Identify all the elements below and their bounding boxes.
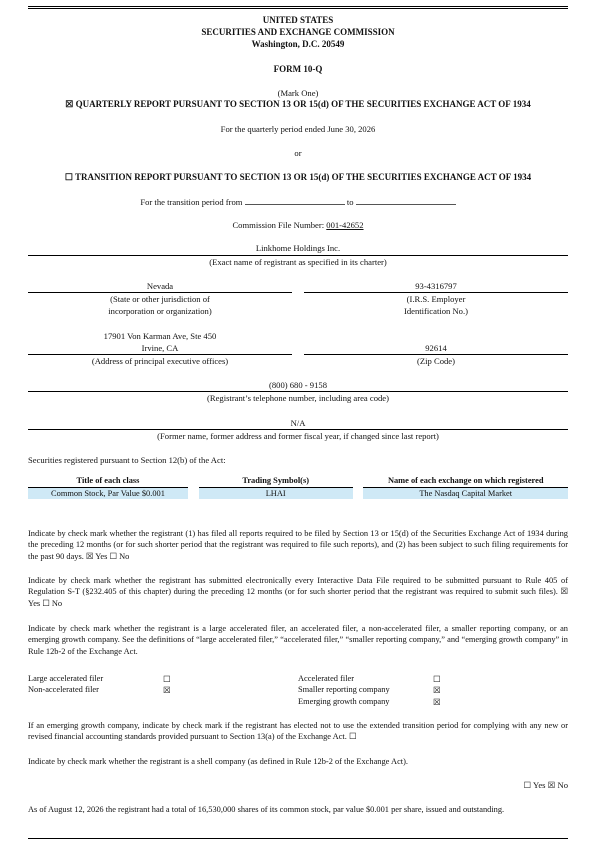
shell-answer: ☐ Yes ☒ No: [523, 780, 568, 790]
header-line-1: UNITED STATES: [262, 15, 334, 25]
address-caption: (Address of principal executive offices): [91, 356, 229, 366]
non-accelerated-checkbox[interactable]: ☒: [163, 686, 171, 695]
non-accelerated-label: Non-accelerated filer: [28, 685, 99, 694]
col-header-symbol: Trading Symbol(s): [199, 476, 353, 488]
para-shares-outstanding: As of August 12, 2026 the registrant had a total of 16,530,000 shares of its common stock, par value $0.001 per share, issued and outstanding.: [28, 805, 505, 814]
phone-value: (800) 680 - 9158: [269, 380, 327, 390]
securities-table: [28, 476, 568, 499]
ein-value: 93-4316797: [415, 281, 457, 291]
quarterly-period: For the quarterly period ended June 30, 2026: [220, 124, 376, 134]
address-value: [28, 331, 292, 354]
transition-to-blank: [356, 196, 456, 205]
state-rule: [28, 292, 292, 293]
phone-caption: (Registrant’s telephone number, including area code): [207, 393, 389, 403]
mark-one: (Mark One): [277, 88, 319, 98]
address-rule: [28, 354, 292, 355]
col-header-title: Title of each class: [28, 476, 188, 488]
bottom-rule: [28, 838, 568, 839]
former-rule: [28, 429, 568, 430]
address-line-2: Irvine, CA: [141, 342, 179, 353]
zip-rule: [304, 354, 568, 355]
para-filed-reports: Indicate by check mark whether the registrant (1) has filed all reports required to be filed by Section 13 or 15(d) of the Securities Exchange Act of 1934 during the preceding 12 months (or for such shorter period that the registrant was required to file such reports), and (2) has been subject to such filing requirements for the past 90 days. ☒ Yes ☐ No: [28, 529, 568, 561]
large-accelerated-checkbox[interactable]: ☐: [163, 675, 171, 684]
cell-symbol: LHAI: [199, 488, 353, 500]
or-text: or: [294, 148, 302, 158]
address-line-1: 17901 Von Karman Ave, Ste 450: [103, 331, 217, 341]
registrant-name: Linkhome Holdings Inc.: [255, 243, 341, 253]
transition-period-line: [28, 196, 568, 207]
header-line-3: Washington, D.C. 20549: [251, 39, 345, 49]
state-caption-line-2: incorporation or organization): [108, 305, 212, 316]
zip-value: 92614: [425, 343, 447, 353]
ein-caption-line-1: (I.R.S. Employer: [406, 294, 466, 304]
state-caption-line-1: (State or other jurisdiction of: [110, 294, 210, 304]
para-emerging-growth: If an emerging growth company, indicate by check mark if the registrant has elected not to use the extended transition period for complying with any new or revised financial accounting standards provided pursuant to Section 13(a) of the Exchange Act. ☐: [28, 721, 568, 742]
commission-prefix: Commission File Number:: [232, 220, 325, 230]
para-filer-status: Indicate by check mark whether the registrant is a large accelerated filer, an accelerated filer, a non-accelerated filer, a smaller reporting company, or an emerging growth company. See the definitions of “large accelerated filer,” “accelerated filer,” “smaller reporting company,” and “emerging growth company” in Rule 12b-2 of the Exchange Act.: [28, 624, 568, 656]
smaller-reporting-label: Smaller reporting company: [298, 685, 390, 694]
registrant-name-rule: [28, 255, 568, 256]
quarterly-label: QUARTERLY REPORT PURSUANT TO SECTION 13 OR 15(d) OF THE SECURITIES EXCHANGE ACT OF 1934: [75, 99, 531, 109]
former-caption: (Former name, former address and former fiscal year, if changed since last report): [157, 431, 439, 441]
form-title: FORM 10-Q: [273, 64, 323, 74]
transition-from-blank: [245, 196, 345, 205]
accelerated-checkbox[interactable]: ☐: [433, 675, 441, 684]
quarterly-checkbox: ☒: [65, 99, 74, 109]
emerging-growth-label: Emerging growth company: [298, 697, 390, 706]
securities-intro: Securities registered pursuant to Section 12(b) of the Act:: [28, 455, 226, 465]
securities-header-row: [28, 476, 568, 488]
para-shell-company: Indicate by check mark whether the registrant is a shell company (as defined in Rule 12b-2 of the Exchange Act).: [28, 757, 408, 766]
ein-caption-line-2: Identification No.): [404, 305, 468, 316]
state-caption: [28, 294, 292, 317]
quarterly-report-line: [28, 99, 568, 110]
registrant-name-caption: (Exact name of registrant as specified in its charter): [209, 257, 387, 267]
accelerated-label: Accelerated filer: [298, 674, 355, 683]
transition-period-to: to: [346, 197, 354, 207]
zip-caption: (Zip Code): [417, 356, 455, 366]
para-interactive-data: Indicate by check mark whether the registrant has submitted electronically every Interactive Data File required to be submitted pursuant to Rule 405 of Regulation S-T (§232.405 of this chapter) during the preceding 12 months (or for such shorter period that the registrant was required to submit such files). ☒ Yes ☐ No: [28, 576, 568, 608]
cell-title: Common Stock, Par Value $0.001: [28, 488, 188, 500]
table-row: [28, 488, 568, 500]
transition-label: TRANSITION REPORT PURSUANT TO SECTION 13 OR 15(d) OF THE SECURITIES EXCHANGE ACT OF 1934: [75, 172, 532, 182]
ein-caption: [304, 294, 568, 317]
cell-exchange: The Nasdaq Capital Market: [363, 488, 568, 500]
commission-line: [28, 220, 568, 230]
transition-checkbox: ☐: [64, 172, 73, 182]
smaller-reporting-checkbox[interactable]: ☒: [433, 686, 441, 695]
commission-number: 001-42652: [326, 220, 364, 230]
phone-rule: [28, 391, 568, 392]
state-value: Nevada: [146, 281, 174, 291]
large-accelerated-label: Large accelerated filer: [28, 674, 104, 683]
former-value: N/A: [290, 418, 306, 428]
emerging-growth-checkbox[interactable]: ☒: [433, 698, 441, 707]
transition-period-prefix: For the transition period from: [140, 197, 243, 207]
col-header-exchange: Name of each exchange on which registered: [363, 476, 568, 488]
transition-report-line: [28, 172, 568, 183]
ein-rule: [304, 292, 568, 293]
top-double-rule: [28, 6, 568, 9]
header-line-2: SECURITIES AND EXCHANGE COMMISSION: [201, 27, 395, 37]
